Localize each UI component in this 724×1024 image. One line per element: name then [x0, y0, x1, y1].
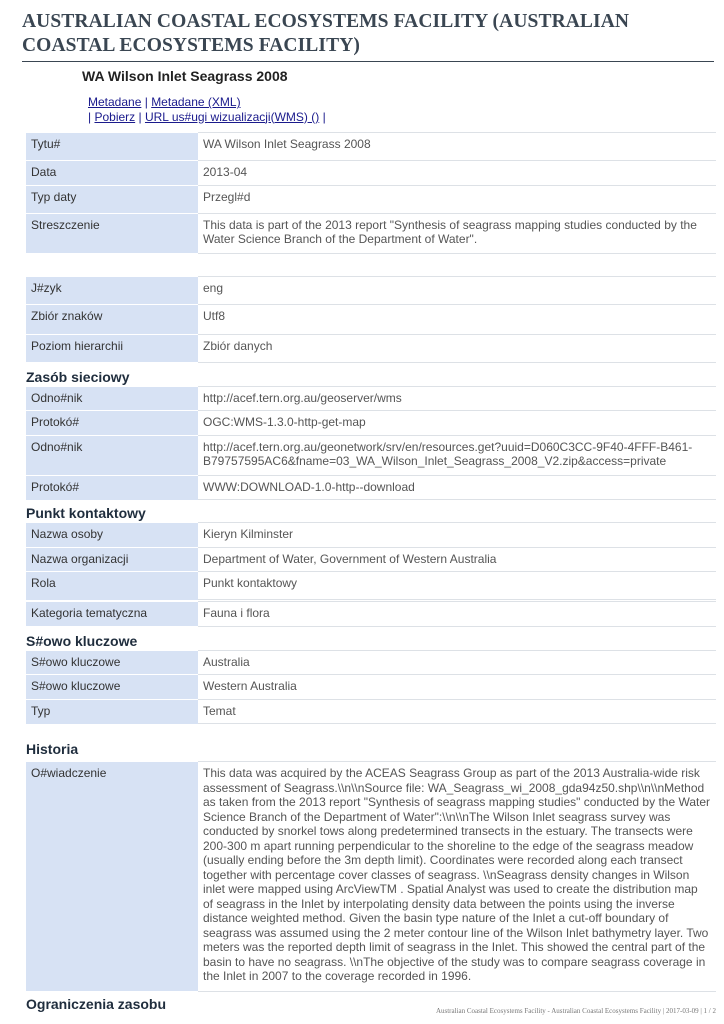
link-value: http://acef.tern.org.au/geoserver/wms — [198, 386, 716, 411]
table-row — [26, 334, 716, 362]
metadata-info-table — [26, 276, 716, 363]
resource-table — [26, 386, 716, 501]
page-footer: Australian Coastal Ecosystems Facility - Australian Coastal Ecosystems Facility | 2017-03-09 | 1 / 2 — [435, 1007, 716, 1015]
section-heading-history: Historia — [26, 741, 79, 757]
table-row — [26, 304, 716, 334]
person-label: Nazwa osoby — [26, 523, 198, 548]
link-separator: | — [322, 109, 326, 124]
topic-category-label: Kategoria tematyczna — [26, 602, 198, 627]
keyword-value: Western Australia — [198, 675, 716, 700]
table-row — [26, 276, 716, 304]
keywords-table — [26, 650, 716, 725]
title-label: Tytu# — [26, 133, 198, 161]
record-subtitle: WA Wilson Inlet Seagrass 2008 — [82, 68, 288, 84]
statement-value: This data was acquired by the ACEAS Seagrass Group as part of the 2013 Australia-wide risk assessment of Seagrass.\\n\\nSource file: WA_Seagrass_wi_2008_gda94z50.shp\\n\\nMethod as taken from the 2013 report "Synthesis of seagrass mapping studies" conducted by the Water Science Branch of the Department of Water":\\n\\nThe Wilson Inlet seagrass survey was conducted by snorkel tows along predetermined transects in the estuary. The transects were 200-300 m apart running perpendicular to the shoreline to the edge of the seagrass meadow (usually ending before the 3m depth limit). Coordinates were recorded along each transect together with percentage cover classes of seagrass. \\nSeagrass density changes in Wilson inlet were mapped using ArcViewTM . Spatial Analyst was used to create the distribution map of seagrass in the Inlet by interpolating density data between the points using the inverse distance weighted method. Given the basin type nature of the Inlet a cut-off boundary of seagrass was assumed using the 2 meter contour line of the Wilson Inlet bathymetry layer. Two meters was the reported depth limit of seagrass in the Inlet. This showed the central part of the basin to have no seagrass. \\nThe objective of the study was to compare seagrass coverage in the Inlet in 2007 to the coverage recorded in 1996. — [198, 762, 716, 992]
statement-label: O#wiadczenie — [26, 762, 198, 992]
link-separator: | — [144, 95, 148, 109]
link-bar — [88, 95, 724, 124]
protocol-value: WWW:DOWNLOAD-1.0-http--download — [198, 475, 716, 500]
table-row — [26, 547, 716, 572]
table-row — [26, 435, 716, 475]
topic-table — [26, 601, 716, 627]
date-type-value: Przegl#d — [198, 185, 716, 213]
protocol-value: OGC:WMS-1.3.0-http-get-map — [198, 411, 716, 436]
basic-info-table — [26, 132, 716, 254]
language-label: J#zyk — [26, 276, 198, 304]
table-row — [26, 572, 716, 600]
table-row — [26, 185, 716, 213]
table-row — [26, 213, 716, 253]
section-heading-contact: Punkt kontaktowy — [26, 505, 146, 521]
page-title: AUSTRALIAN COASTAL ECOSYSTEMS FACILITY (AUSTRALIAN COASTAL ECOSYSTEMS FACILITY) — [22, 11, 630, 56]
hierarchy-label: Poziom hierarchii — [26, 334, 198, 362]
section-heading-keywords: S#owo kluczowe — [26, 632, 138, 649]
topic-category-value: Fauna i flora — [198, 602, 716, 627]
table-row — [26, 411, 716, 436]
table-row — [26, 161, 716, 186]
language-value: eng — [198, 276, 716, 304]
organization-value: Department of Water, Government of Western Australia — [198, 547, 716, 572]
table-row — [26, 762, 716, 992]
table-row — [26, 133, 716, 161]
section-heading-constraints: Ograniczenia zasobu — [26, 995, 167, 1012]
hierarchy-value: Zbiór danych — [198, 334, 716, 362]
date-value: 2013-04 — [198, 161, 716, 186]
charset-label: Zbiór znaków — [26, 304, 198, 334]
table-row — [26, 475, 716, 500]
table-row — [26, 675, 716, 700]
table-row — [26, 386, 716, 411]
title-value: WA Wilson Inlet Seagrass 2008 — [198, 133, 716, 161]
history-table — [26, 761, 716, 992]
protocol-label: Protokó# — [26, 475, 198, 500]
metadata-xml-link[interactable]: Metadane (XML) — [151, 95, 241, 109]
keyword-type-label: Typ — [26, 699, 198, 724]
contact-table — [26, 522, 716, 600]
keyword-value: Australia — [198, 650, 716, 675]
link-label: Odno#nik — [26, 386, 198, 411]
date-label: Data — [26, 161, 198, 186]
keyword-label: S#owo kluczowe — [26, 675, 198, 700]
title-divider — [22, 61, 714, 62]
charset-value: Utf8 — [198, 304, 716, 334]
table-row — [26, 523, 716, 548]
table-row — [26, 650, 716, 675]
link-value: http://acef.tern.org.au/geonetwork/srv/en/resources.get?uuid=D060C3CC-9F40-4FFF-B461-B79757595AC6&fname=03_WA_Wilson_Inlet_Seagrass_2008_V2.zip&access=private — [198, 435, 716, 475]
date-type-label: Typ daty — [26, 185, 198, 213]
role-value: Punkt kontaktowy — [198, 572, 716, 600]
metadata-link[interactable]: Metadane — [88, 95, 142, 109]
link-separator: | — [88, 109, 92, 124]
table-row — [26, 602, 716, 627]
abstract-value: This data is part of the 2013 report "Synthesis of seagrass mapping studies conducted by the Water Science Branch of the Department of Water". — [198, 213, 716, 253]
role-label: Rola — [26, 572, 198, 600]
download-link[interactable]: Pobierz — [94, 109, 136, 124]
section-heading-resource: Zasób sieciowy — [26, 368, 130, 385]
protocol-label: Protokó# — [26, 411, 198, 436]
keyword-label: S#owo kluczowe — [26, 650, 198, 675]
link-separator: | — [138, 109, 142, 124]
organization-label: Nazwa organizacji — [26, 547, 198, 572]
link-label: Odno#nik — [26, 435, 198, 475]
wms-url-link[interactable]: URL us#ugi wizualizacji(WMS) () — [144, 109, 320, 124]
table-row — [26, 699, 716, 724]
keyword-type-value: Temat — [198, 699, 716, 724]
abstract-label: Streszczenie — [26, 213, 198, 253]
person-value: Kieryn Kilminster — [198, 523, 716, 548]
